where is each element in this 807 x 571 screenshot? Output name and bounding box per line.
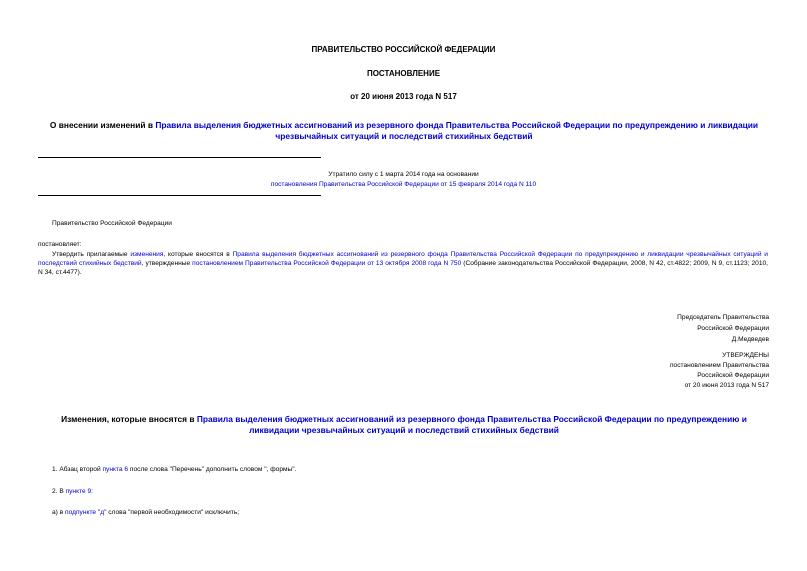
change-item-3: [52, 508, 239, 517]
approved-by: постановлением Правительства: [669, 362, 769, 369]
rules-link[interactable]: Правила выделения бюджетных ассигнований из резервного фонда Правительства Российской Федерации по предупреждению и ликвидации чрезвычайных ситуаций и последствий стихийных бедствий: [38, 251, 768, 267]
item-1-text-a: 1. Абзац второй: [52, 466, 103, 473]
decision-text-2: , которые вносятся в: [163, 251, 233, 258]
signature-block: [677, 313, 769, 344]
approved-label: УТВЕРЖДЕНЫ: [722, 352, 769, 359]
item-1-text-b: после слова "Перечень" дополнить словом ", формы".: [128, 466, 297, 473]
approved-country: Российской Федерации: [697, 372, 769, 379]
signature-country: Российской Федерации: [697, 325, 769, 332]
title-prefix: О внесении изменений в: [49, 120, 156, 130]
document-type: ПОСТАНОВЛЕНИЕ: [366, 69, 441, 78]
signature-position: Председатель Правительства: [677, 314, 769, 321]
decision-text-3: , утвержденные: [141, 260, 193, 267]
changes-title-prefix: Изменения, которые вносятся в: [61, 414, 197, 424]
divider-top: [38, 157, 321, 158]
changes-link[interactable]: изменения: [130, 251, 164, 258]
approved-block: [670, 351, 769, 390]
changes-title-rules-link[interactable]: Правила выделения бюджетных ассигнований из резервного фонда Правительства Российской Федерации по предупреждению и ликвидации чрезвычайных ситуаций и последствий стихийных бедствий: [196, 414, 747, 435]
changes-title: [40, 414, 768, 436]
document-title: [48, 120, 760, 142]
decision-text-1: Утвердить прилагаемые: [52, 251, 131, 258]
item-3-link[interactable]: подпункте "д": [65, 509, 107, 516]
decision-text-4: (Собрание законодательства Российской Федерации, 2008, N 42, ст.4822; 2009, N 9, ст.1123; 2010, N 34, ст.4477).: [38, 260, 768, 276]
item-1-link[interactable]: пункта 6: [102, 466, 129, 473]
item-2-text-a: 2. В: [52, 488, 66, 495]
signature-name: Д.Медведев: [731, 336, 769, 343]
approved-date: от 20 июня 2013 года N 517: [684, 382, 769, 389]
change-item-2: [52, 487, 93, 496]
decides-label: постановляет:: [38, 241, 82, 248]
document-date: от 20 июня 2013 года N 517: [350, 92, 457, 101]
title-rules-link[interactable]: Правила выделения бюджетных ассигнований из резервного фонда Правительства Российской Федерации по предупреждению и ликвидации чрезвычайных ситуаций и последствий стихийных бедствий: [155, 120, 759, 141]
item-2-link[interactable]: пункте 9: [65, 488, 92, 495]
decision-paragraph: [38, 250, 768, 277]
status-basis-link[interactable]: постановления Правительства Российской Федерации от 15 февраля 2014 года N 110: [270, 181, 537, 188]
item-2-text-b: :: [91, 488, 93, 495]
divider-bottom: [38, 195, 321, 196]
government-heading: ПРАВИТЕЛЬСТВО РОССИЙСКОЙ ФЕДЕРАЦИИ: [311, 45, 496, 54]
government-label: Правительство Российской Федерации: [52, 220, 172, 227]
resolution-750-link[interactable]: постановлением Правительства Российской Федерации от 13 октября 2008 года N 750: [192, 260, 462, 267]
item-3-text-a: а) в: [52, 509, 66, 516]
status-line: Утратило силу с 1 марта 2014 года на основании: [328, 171, 479, 178]
item-3-text-b: слова "первой необходимости" исключить;: [106, 509, 240, 516]
change-item-1: [52, 465, 296, 474]
